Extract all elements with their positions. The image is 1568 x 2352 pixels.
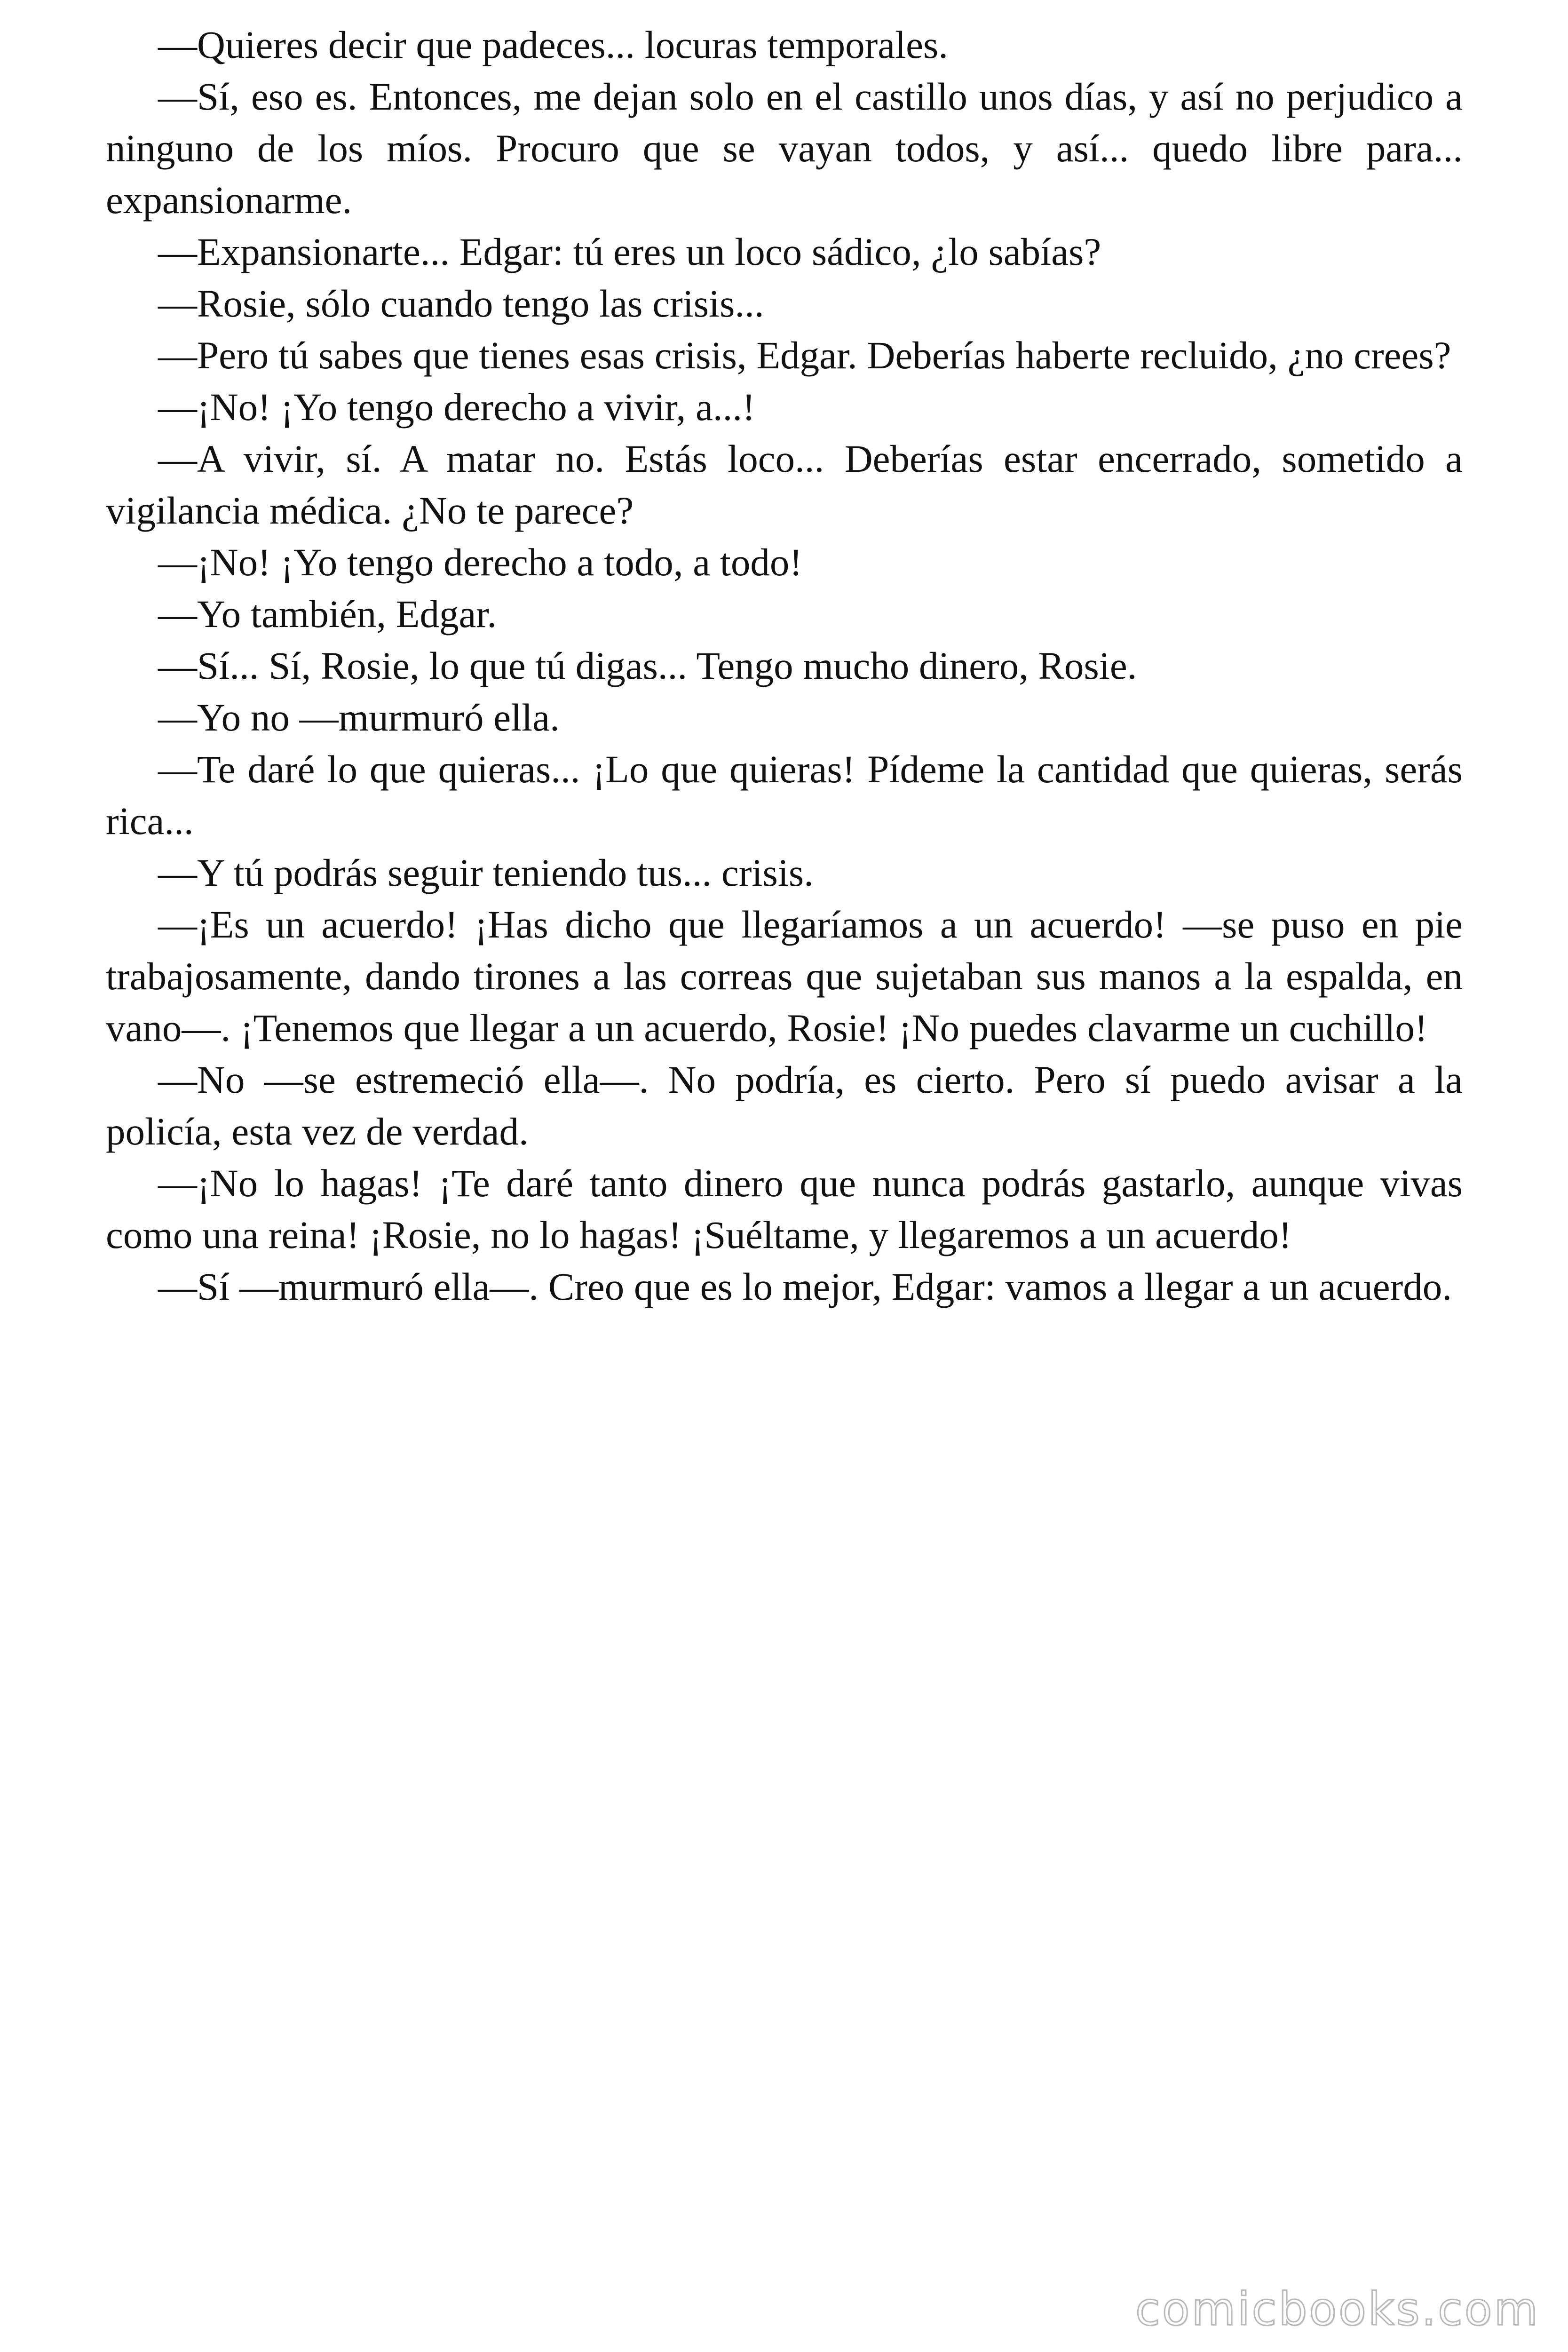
paragraph: —Yo también, Edgar. (158, 592, 497, 636)
paragraph: —A vivir, sí. A matar no. Estás loco... Deberías estar encerrado, sometido a vigilancia médica. ¿No te parece? (106, 437, 1463, 532)
paragraph: —Sí... Sí, Rosie, lo que tú digas... Tengo mucho dinero, Rosie. (158, 644, 1137, 687)
paragraph: —Rosie, sólo cuando tengo las crisis... (158, 282, 764, 325)
paragraph: —Sí, eso es. Entonces, me dejan solo en el castillo unos días, y así no perjudico a ninguno de los míos. Procuro que se vayan todos, y así... quedo libre para... expansionarme. (106, 75, 1463, 222)
paragraph: —No —se estremeció ella—. No podría, es cierto. Pero sí puedo avisar a la policía, esta vez de verdad. (106, 1058, 1463, 1153)
paragraph: —Y tú podrás seguir teniendo tus... crisis. (158, 851, 814, 894)
watermark: comicbooks.com (1135, 2283, 1540, 2336)
paragraph: —Expansionarte... Edgar: tú eres un loco sádico, ¿lo sabías? (158, 230, 1101, 273)
paragraph: —Quieres decir que padeces... locuras temporales. (158, 23, 949, 66)
paragraph: —Yo no —murmuró ella. (158, 696, 560, 739)
body-text (106, 19, 1463, 1312)
paragraph: —Te daré lo que quieras... ¡Lo que quieras! Pídeme la cantidad que quieras, serás rica... (106, 747, 1463, 842)
paragraph: —¡No! ¡Yo tengo derecho a vivir, a...! (158, 385, 755, 429)
paragraph: —Sí —murmuró ella—. Creo que es lo mejor, Edgar: vamos a llegar a un acuerdo. (158, 1265, 1452, 1308)
paragraph: —Pero tú sabes que tienes esas crisis, Edgar. Deberías haberte recluido, ¿no crees? (158, 334, 1451, 377)
paragraph: —¡Es un acuerdo! ¡Has dicho que llegaríamos a un acuerdo! —se puso en pie trabajosamente, dando tirones a las correas que sujetaban sus manos a la espalda, en vano—. ¡Tenemos que llegar a un acuerdo, Rosie! ¡No puedes clavarme un cuchillo! (106, 903, 1463, 1049)
paragraph: —¡No! ¡Yo tengo derecho a todo, a todo! (158, 540, 802, 584)
paragraph: —¡No lo hagas! ¡Te daré tanto dinero que nunca podrás gastarlo, aunque vivas como una reina! ¡Rosie, no lo hagas! ¡Suéltame, y llegaremos a un acuerdo! (106, 1161, 1463, 1256)
